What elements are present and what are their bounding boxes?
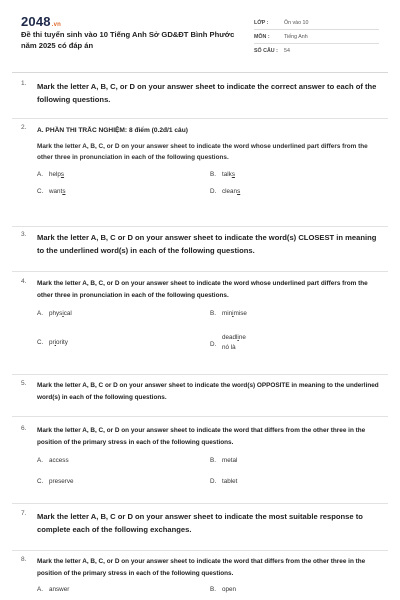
logo[interactable]: 2048.vn [21,14,62,29]
meta-class-value: Ôn vào 10 [284,19,309,26]
question-number: 5. [21,380,27,387]
header [0,0,400,72]
option-d[interactable]: D. deadline nó là [210,334,246,351]
question-number: 2. [21,124,27,131]
question-text: A. PHẦN THI TRẮC NGHIỆM: 8 điểm (0.2đ/1 câu) [37,127,188,134]
question-text: Mark the letter A, B, C, or D on your answer sheet to indicate the word whose underlined part differs from the other three in pronunciation in each of the following questions. [37,280,368,299]
question-instruction: Mark the letter A, B, C, or D on your answer sheet to indicate the word whose underlined part differs from the other three in pronunciation in each of the following questions. [37,143,368,161]
question-text: Mark the letter A, B, C or D on your answer sheet to indicate the word(s) CLOSEST in meaning to the underlined word(s) in each of the following questions. [37,233,377,255]
question-8 [21,556,381,593]
option-b[interactable]: B. talks [210,171,235,178]
meta-count-row [254,44,379,57]
options [37,586,381,593]
question-divider [12,271,388,272]
meta-count-key: SỐ CÂU : [254,47,278,54]
question-7 [21,510,381,536]
option-b[interactable]: B. minimise [210,310,247,317]
question-2 [21,124,381,195]
question-text: Mark the letter A, B, C, or D on your answer sheet to indicate the word that differs from the other three in the position of the primary stress in each of the following questions. [37,558,366,577]
options [37,457,381,485]
option-c[interactable]: C. preserve [37,478,74,485]
question-divider [12,118,388,119]
option-d[interactable]: D. tablet [210,478,238,485]
option-d-note: nó là [222,344,236,351]
question-number: 4. [21,278,27,285]
option-b[interactable]: B. metal [210,457,238,464]
question-1 [21,80,381,106]
option-a[interactable]: A. helps [37,171,65,178]
question-4 [21,278,381,353]
question-number: 6. [21,425,27,432]
option-a[interactable]: A. physical [37,310,72,317]
question-5 [21,380,381,404]
question-text: Mark the letter A, B, C or D on your answer sheet to indicate the word(s) OPPOSITE in meaning to the underlined word(s) in each of the following questions. [37,382,379,401]
option-a[interactable]: A. answer [37,586,70,593]
meta-subject-key: MÔN : [254,33,270,40]
question-divider [12,226,388,227]
header-divider [12,72,388,73]
question-number: 8. [21,556,27,563]
option-c[interactable]: C. wants [37,188,66,195]
question-divider [12,416,388,417]
question-divider [12,374,388,375]
option-d[interactable]: D. cleans [210,188,241,195]
meta-subject-row [254,30,379,44]
question-divider [12,503,388,504]
option-a[interactable]: A. access [37,457,69,464]
meta-count-value: 54 [284,47,290,54]
meta-class-key: LỚP : [254,19,269,26]
logo-suffix: .vn [51,22,62,28]
page-title: Đề thi tuyển sinh vào 10 Tiếng Anh Sở GD&ĐT Bình Phước năm 2025 có đáp án [21,30,235,50]
question-3 [21,231,381,257]
question-text: Mark the letter A, B, C or D on your answer sheet to indicate the most suitable response to complete each of the following exchanges. [37,512,363,534]
question-6 [21,425,381,485]
meta-class-row [254,16,379,30]
option-b[interactable]: B. open [210,586,237,593]
question-text: Mark the letter A, B, C, or D on your answer sheet to indicate the correct answer to each of the following questions. [37,82,377,104]
question-text: Mark the letter A, B, C, or D on your answer sheet to indicate the word that differs from the other three in the position of the primary stress in each of the following questions. [37,427,366,446]
option-c[interactable]: C. priority [37,339,68,346]
meta-subject-value: Tiếng Anh [284,33,308,40]
question-number: 3. [21,231,27,238]
options [37,171,381,195]
meta-panel [254,16,379,57]
question-divider [12,550,388,551]
question-number: 1. [21,80,27,87]
question-number: 7. [21,510,27,517]
options [37,310,381,353]
